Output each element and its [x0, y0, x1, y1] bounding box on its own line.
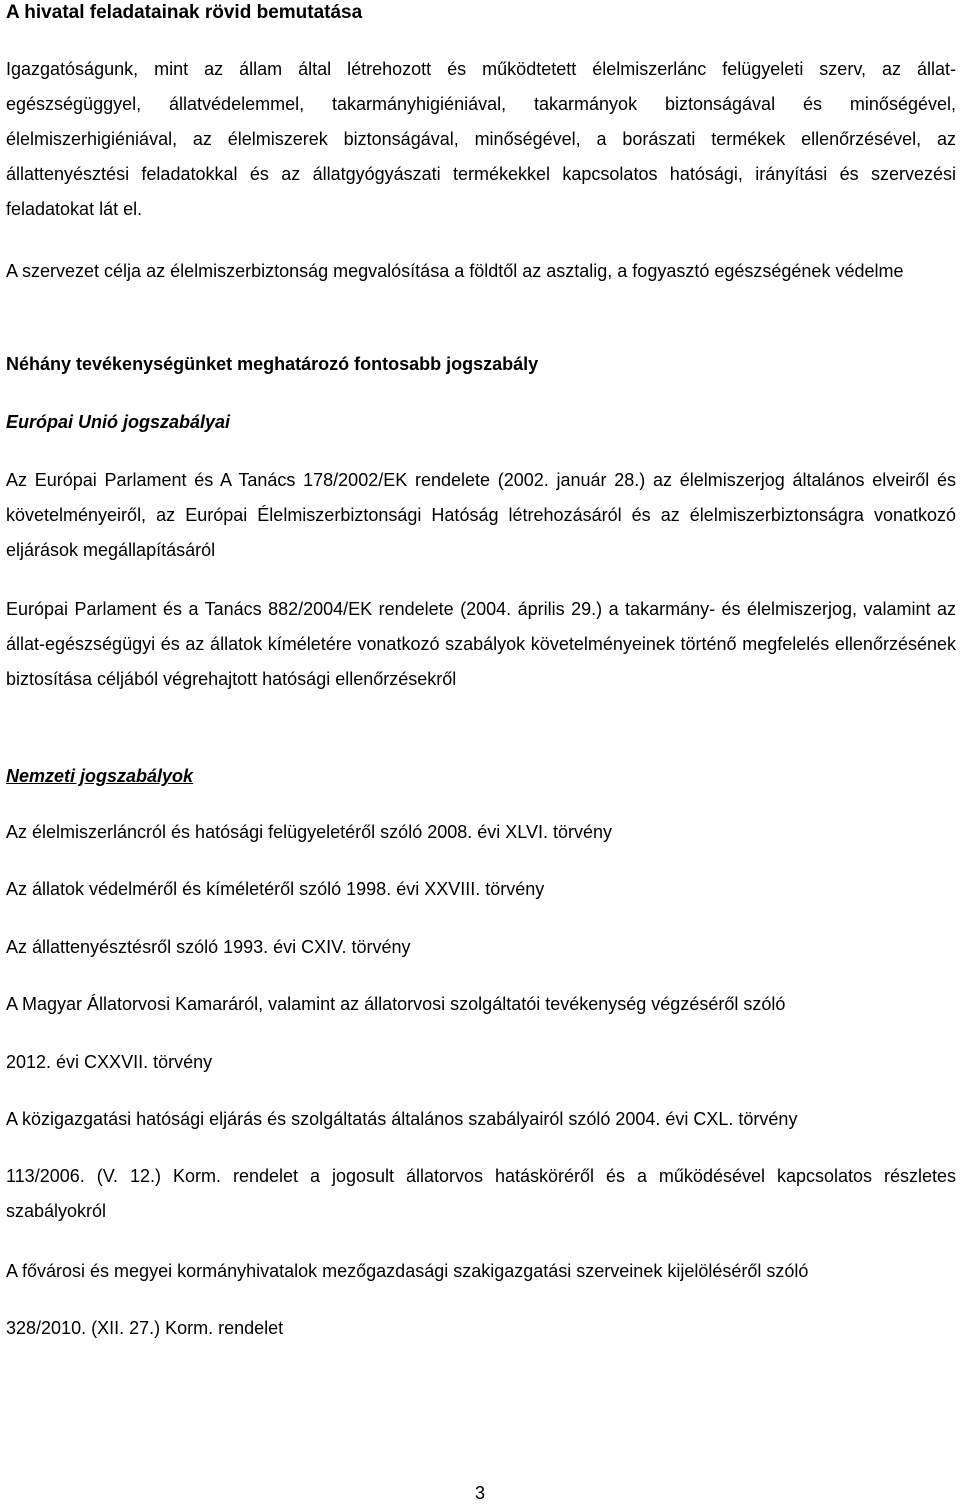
national-law-item: 2012. évi CXXVII. törvény	[6, 1052, 213, 1072]
national-laws-heading: Nemzeti jogszabályok	[6, 766, 194, 786]
national-law-item: Az állatok védelméről és kíméletéről szóló 1998. évi XXVIII. törvény	[6, 879, 545, 899]
intro-paragraph: Igazgatóságunk, mint az állam által létrehozott és működtetett élelmiszerlánc felügyeleti szerv, az állat-egészségüggyel, állatvédelemmel, takarmányhigiéniával, takarmányok biztonságával és minőségével, élelmiszerhigiéniával, az élelmiszerek biztonságával, minőségével, a borászati termékek ellenőrzésével, az állattenyésztési feladatokkal és az állatgyógyászati termékekkel kapcsolatos hatósági, irányítási és szervezési feladatokat lát el.	[6, 59, 956, 219]
national-law-item: 328/2010. (XII. 27.) Korm. rendelet	[6, 1318, 284, 1338]
eu-law-item: Az Európai Parlament és A Tanács 178/2002/EK rendelete (2002. január 28.) az élelmiszerjog általános elveiről és követelményeiről, az Európai Élelmiszerbiztonsági Hatóság létrehozásáról és az élelmiszerbiztonságra vonatkozó eljárások megállapításáról	[6, 470, 956, 560]
national-law-item: 113/2006. (V. 12.) Korm. rendelet a jogosult állatorvos hatásköréről és a működésével kapcsolatos részletes szabályokról	[6, 1166, 956, 1221]
national-law-item: Az élelmiszerláncról és hatósági felügyeletéről szóló 2008. évi XLVI. törvény	[6, 822, 612, 842]
national-law-item: A közigazgatási hatósági eljárás és szolgáltatás általános szabályairól szóló 2004. évi CXL. törvény	[6, 1109, 798, 1129]
document-title: A hivatal feladatainak rövid bemutatása	[6, 2, 363, 23]
page-number: 3	[474, 1483, 485, 1503]
laws-heading: Néhány tevékenységünket meghatározó fontosabb jogszabály	[6, 354, 539, 374]
eu-laws-heading: Európai Unió jogszabályai	[6, 412, 231, 432]
eu-law-item: Európai Parlament és a Tanács 882/2004/EK rendelete (2004. április 29.) a takarmány- és élelmiszerjog, valamint az állat-egészségügyi és az állatok kíméletére vonatkozó szabályok követelményeinek történő megfelelés ellenőrzésének biztosítása céljából végrehajtott hatósági ellenőrzésekről	[6, 599, 956, 689]
national-law-item: A Magyar Állatorvosi Kamaráról, valamint az állatorvosi szolgáltatói tevékenység végzéséről szóló	[6, 994, 786, 1014]
national-law-item: A fővárosi és megyei kormányhivatalok mezőgazdasági szakigazgatási szerveinek kijelöléséről szóló	[6, 1261, 809, 1281]
goal-paragraph: A szervezet célja az élelmiszerbiztonság megvalósítása a földtől az asztalig, a fogyasztó egészségének védelme	[6, 261, 904, 281]
national-law-item: Az állattenyésztésről szóló 1993. évi CXIV. törvény	[6, 937, 411, 957]
